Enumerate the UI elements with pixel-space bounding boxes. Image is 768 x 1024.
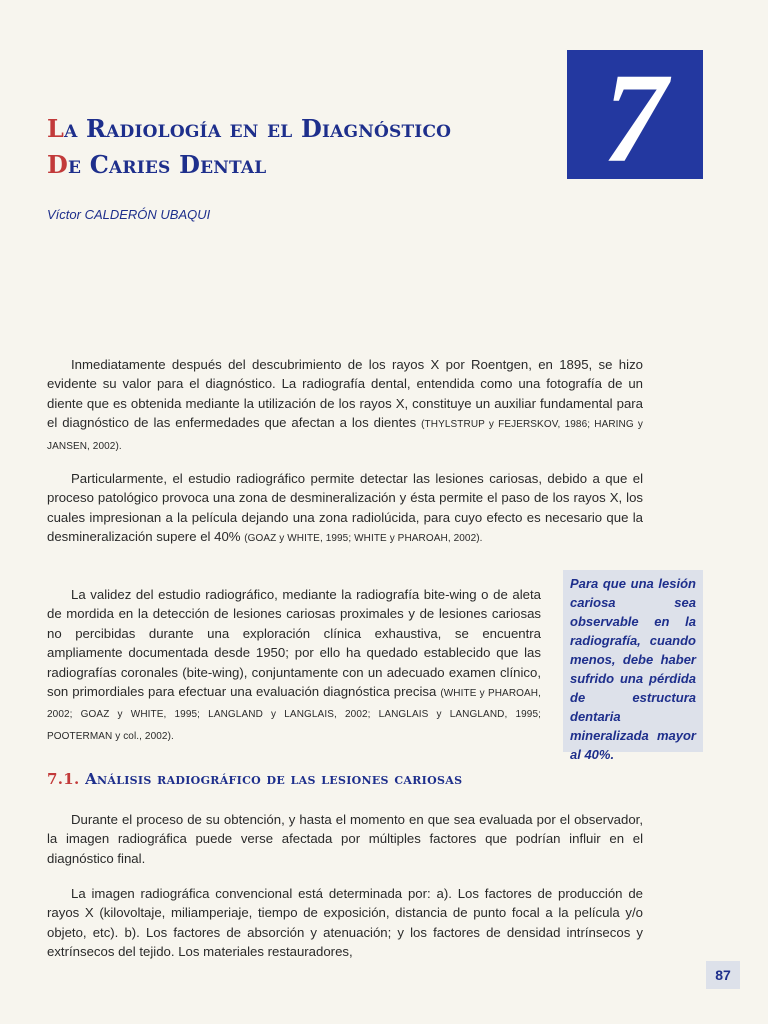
- section-paragraph-1-text: Durante el proceso de su obtención, y hasta el momento en que sea evaluada por el observador, la imagen radiográfica puede verse afectada por múltiples factores que podrían influir en el diagnóstico final.: [47, 812, 643, 866]
- title-initial-2: D: [47, 150, 69, 179]
- section-paragraph-2-text: La imagen radiográfica convencional está determinada por: a). Los factores de producción de rayos X (kilovoltaje, miliamperiaje, tiempo de exposición, distancia de punto focal a la película y/o objeto, etc). b). Los factores de absorción y atenuación; y los factores de densidad intrínsecos y extrínsecos del tejido. Los materiales restauradores,: [47, 886, 643, 960]
- section-heading: [47, 770, 462, 788]
- paragraph-3: [47, 585, 541, 746]
- section-title: Análisis radiográfico de las lesiones cariosas: [85, 770, 463, 788]
- paragraph-3-text: La validez del estudio radiográfico, mediante la radiografía bite-wing o de aleta de mordida en la detección de lesiones cariosas proximales y de lesiones cariosas no percibidas durante una exploración clínica exhaustiva, se encuentra ampliamente documentada desde 1950; por ello ha quedado establecido que las radiografías coronales (bite-wing), conjuntamente con un adecuado examen clínico, son primordiales para efectuar una evaluación diagnóstica precisa: [47, 587, 541, 700]
- chapter-title: [47, 111, 567, 183]
- chapter-title-line-1: [47, 111, 567, 147]
- chapter-number: 7: [603, 46, 667, 189]
- paragraph-1-text: Inmediatamente después del descubrimiento de los rayos X por Roentgen, en 1895, se hizo evidente su valor para el diagnóstico. La radiografía dental, entendida como una fotografía de un diente que es obtenida mediante la utilización de los rayos X, constituye un auxiliar fundamental para el diagnóstico de las enfermedades que afectan a los dientes: [47, 357, 643, 431]
- paragraph-1: [47, 355, 643, 456]
- page-number: 87: [706, 961, 740, 989]
- author-name: Víctor CALDERÓN UBAQUI: [47, 207, 211, 222]
- title-rest-2: e Caries Dental: [68, 150, 267, 179]
- section-paragraph-2: [47, 884, 643, 962]
- section-number: 7.1.: [47, 770, 80, 788]
- paragraph-2-text: Particularmente, el estudio radiográfico permite detectar las lesiones cariosas, debido a que el proceso patológico provoca una zona de desmineralización y ésta permite el paso de los rayos X, los cuales impresionan a la película dejando una zona radiolúcida, para cuyo efecto es necesario que la desmineralización supere el 40%: [47, 471, 643, 545]
- paragraph-2: [47, 469, 643, 549]
- chapter-title-line-2: [47, 147, 567, 183]
- chapter-number-box: [567, 46, 703, 189]
- paragraph-2-citation: (GOAZ y WHITE, 1995; WHITE y PHAROAH, 2002).: [244, 533, 483, 545]
- title-rest-1: a Radiología en el Diagnóstico: [64, 114, 452, 143]
- paragraph-3-citation: (WHITE y PHAROAH, 2002; GOAZ y WHITE, 1995; LANGLAND y LANGLAIS, 2002; LANGLAIS y LANGLAND, 1995; POOTERMAN y col., 2002).: [47, 688, 541, 742]
- section-paragraph-1: [47, 810, 643, 868]
- title-initial-1: L: [47, 114, 65, 143]
- sidebar-note: Para que una lesión cariosa sea observable en la radiografía, cuando menos, debe haber sufrido una pérdida de estructura dentaria mineralizada mayor al 40%.: [563, 570, 703, 752]
- paragraph-1-citation: (THYLSTRUP y FEJERSKOV, 1986; HARING y JANSEN, 2002).: [47, 419, 643, 452]
